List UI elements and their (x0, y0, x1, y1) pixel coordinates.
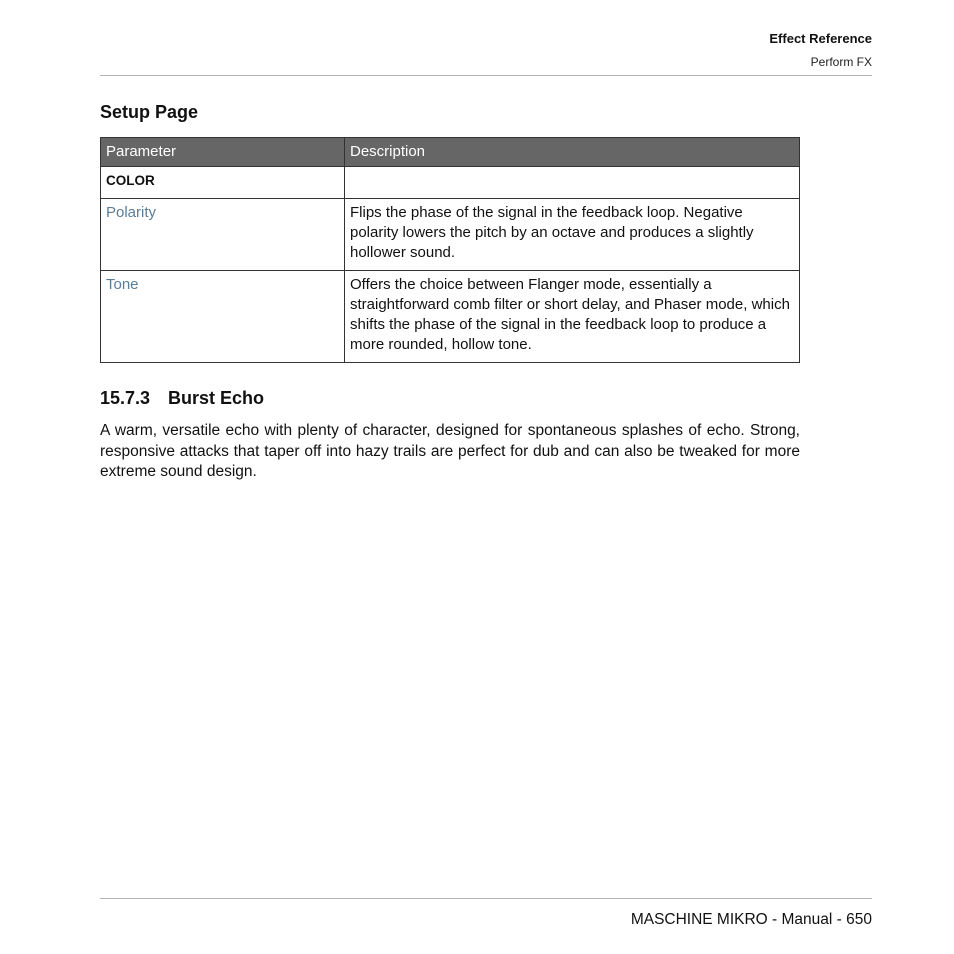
header-subtitle: Perform FX (810, 55, 872, 69)
header-title: Effect Reference (769, 31, 872, 46)
page-footer: MASCHINE MIKRO - Manual - 650 (630, 911, 872, 928)
group-label-color: COLOR (101, 167, 345, 199)
table-row (101, 199, 800, 271)
table-row (101, 271, 800, 363)
header-divider (100, 75, 872, 76)
footer-divider (100, 898, 872, 899)
parameter-description: Flips the phase of the signal in the feedback loop. Negative polarity lowers the pitch by an octave and produces a slightly hollower sound. (345, 199, 800, 271)
setup-page-heading: Setup Page (100, 102, 199, 122)
parameter-link-tone[interactable]: Tone (101, 271, 345, 363)
group-description-cell (345, 167, 800, 199)
parameter-table (100, 137, 800, 363)
column-header-description: Description (345, 138, 800, 167)
section-heading (100, 388, 264, 409)
parameter-description: Offers the choice between Flanger mode, essentially a straightforward comb filter or short delay, and Phaser mode, which shifts the phase of the signal in the feedback loop to produce a more rounded, hollow tone. (345, 271, 800, 363)
section-title: Burst Echo (168, 388, 265, 408)
column-header-parameter: Parameter (101, 138, 345, 167)
parameter-link-polarity[interactable]: Polarity (101, 199, 345, 271)
section-number: 15.7.3 (100, 388, 151, 408)
table-group-row (101, 167, 800, 199)
table-header-row (101, 138, 800, 167)
section-body-paragraph: A warm, versatile echo with plenty of character, designed for spontaneous splashes of echo. Strong, responsive attacks that taper off into hazy trails are perfect for dub and can also be tweaked for more extreme sound design. (100, 422, 800, 480)
